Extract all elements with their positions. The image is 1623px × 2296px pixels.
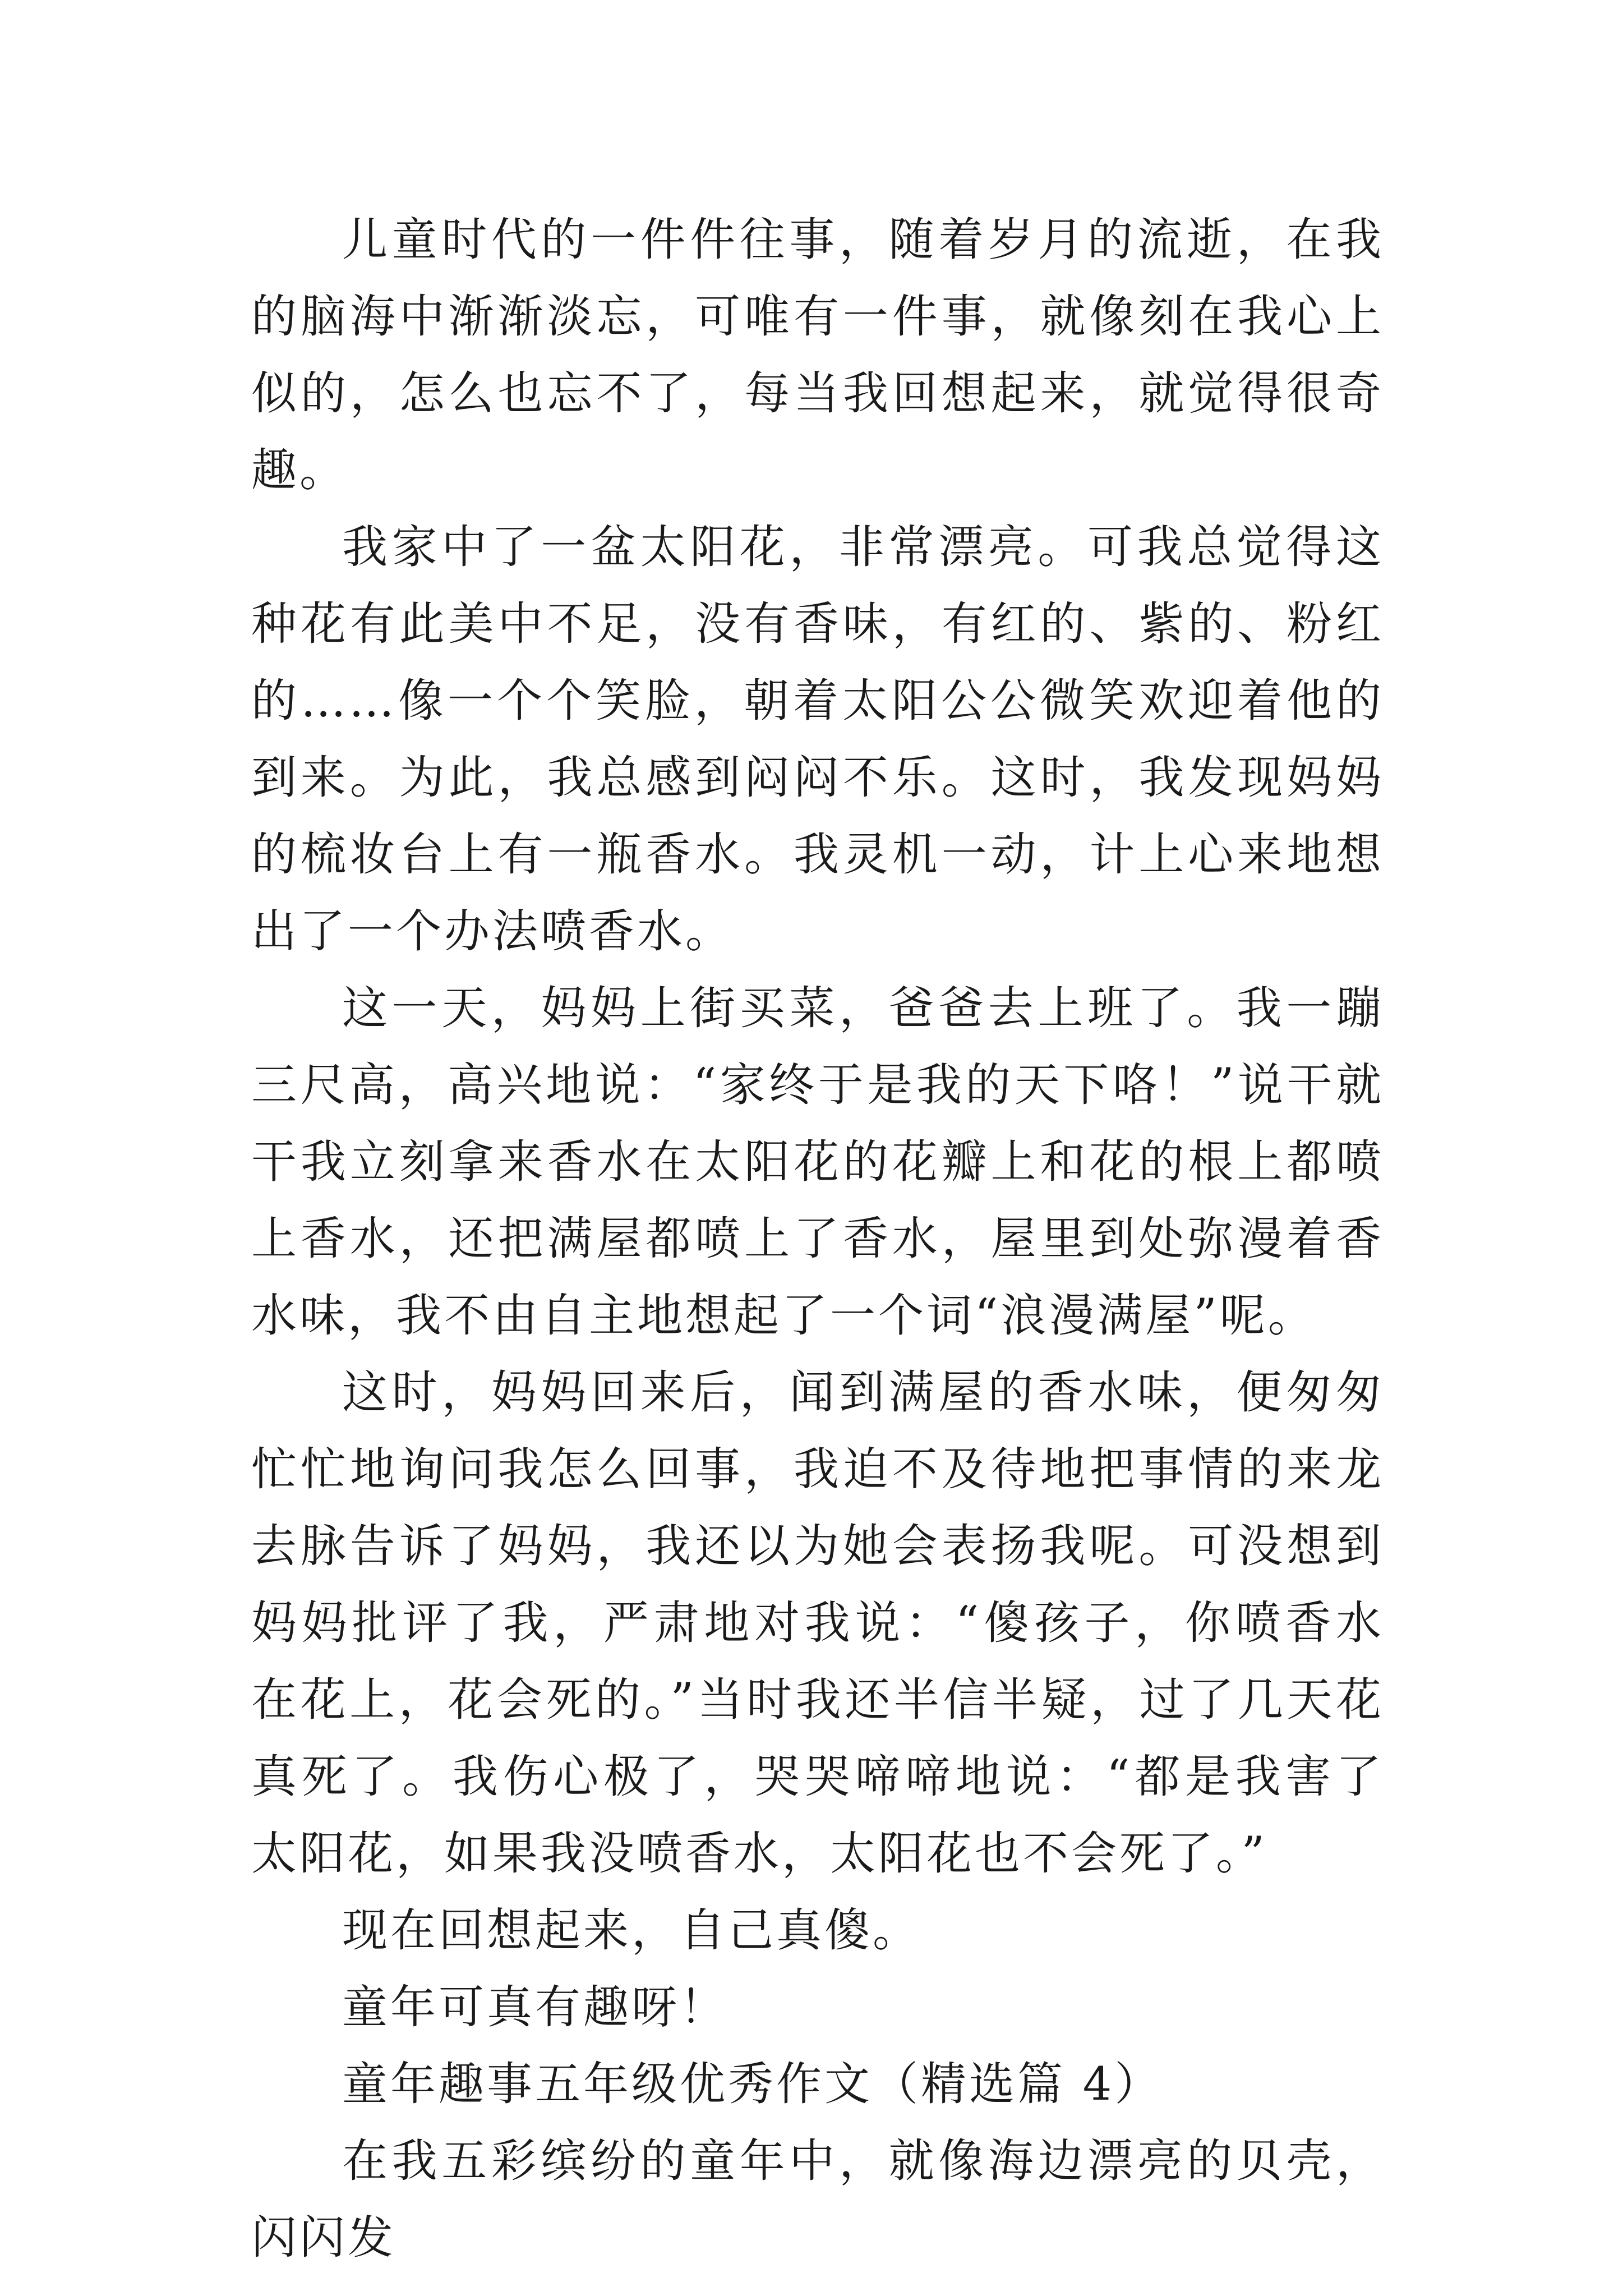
paragraph-7: 在我五彩缤纷的童年中，就像海边漂亮的贝壳，闪闪发	[251, 2135, 1384, 2265]
paragraph-4: 这时，妈妈回来后，闻到满屋的香水味，便匆匆忙忙地询问我怎么回事，我迫不及待地把事情的来龙去脉告诉了妈妈，我还以为她会表扬我呢。可没想到妈妈批评了我，严肃地对我说：“傻孩子，你喷香水在花上，花会死的。”当时我还半信半疑，过了几天花真死了。我伤心极了，哭哭啼啼地说：“都是我害了太阳花，如果我没喷香水，太阳花也不会死了。”	[251, 1366, 1384, 1880]
paragraph-6: 童年可真有趣呀！	[342, 1981, 728, 2034]
paragraph-2: 我家中了一盆太阳花，非常漂亮。可我总觉得这种花有此美中不足，没有香味，有红的、紫的、粉红的……像一个个笑脸，朝着太阳公公微笑欢迎着他的到来。为此，我总感到闷闷不乐。这时，我发现妈妈的梳妆台上有一瓶香水。我灵机一动，计上心来地想出了一个办法喷香水。	[251, 521, 1384, 958]
paragraph-1: 儿童时代的一件件往事，随着岁月的流逝，在我的脑海中渐渐淡忘，可唯有一件事，就像刻在我心上似的，怎么也忘不了，每当我回想起来，就觉得很奇趣。	[251, 214, 1384, 497]
section-heading: 童年趣事五年级优秀作文（精选篇 4）	[342, 2058, 1163, 2111]
paragraph-3: 这一天，妈妈上街买菜，爸爸去上班了。我一蹦三尺高，高兴地说：“家终于是我的天下咯！”说干就干我立刻拿来香水在太阳花的花瓣上和花的根上都喷上香水，还把满屋都喷上了香水，屋里到处弥漫着香水味，我不由自主地想起了一个词“浪漫满屋”呢。	[251, 982, 1384, 1342]
paragraph-5: 现在回想起来，自己真傻。	[342, 1904, 921, 1957]
document-body	[251, 202, 1384, 2277]
